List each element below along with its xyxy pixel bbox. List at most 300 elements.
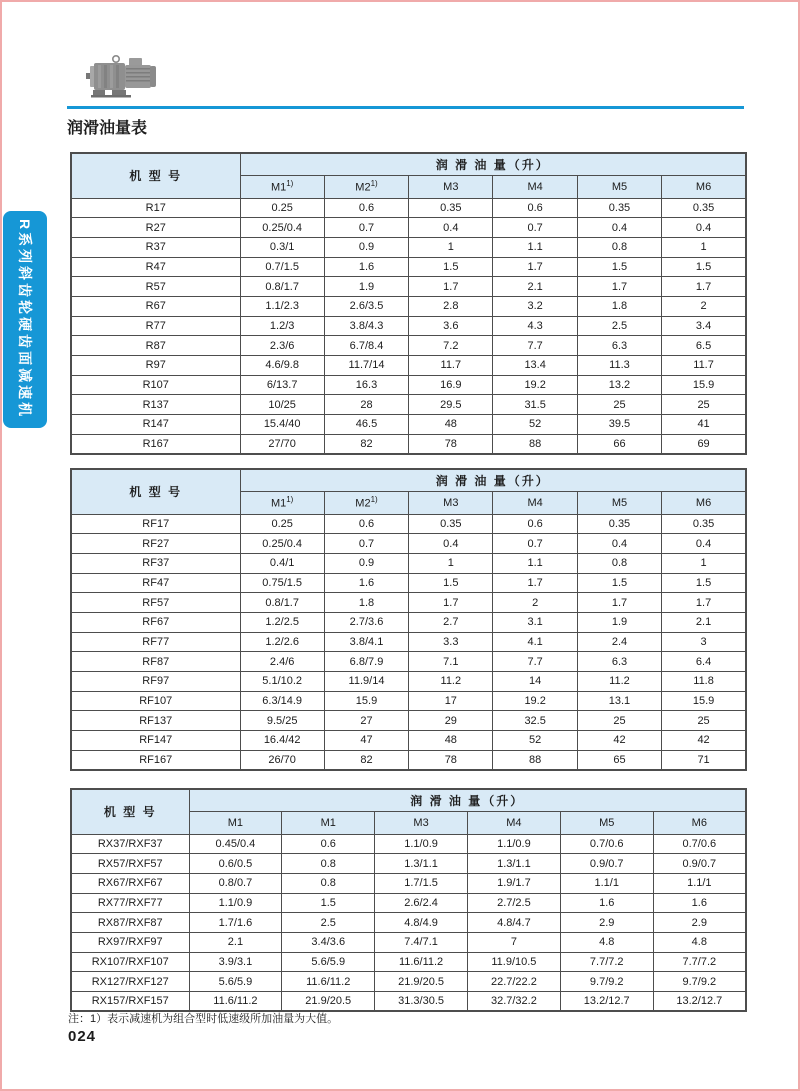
oil-quantity-cell: 6.4	[662, 652, 746, 672]
table-row	[71, 612, 746, 632]
table-row	[71, 932, 746, 952]
oil-quantity-cell: 2.7/3.6	[324, 612, 408, 632]
oil-quantity-cell: 25	[662, 395, 746, 415]
oil-quantity-cell: 2.1	[189, 932, 282, 952]
oil-quantity-cell: 21.9/20.5	[282, 992, 375, 1012]
table-row	[71, 277, 746, 297]
oil-quantity-cell: 19.2	[493, 691, 577, 711]
oil-quantity-cell: 9.5/25	[240, 711, 324, 731]
oil-quantity-cell: 6.8/7.9	[324, 652, 408, 672]
mount-position-header: M1$^{1)}$	[240, 491, 324, 514]
oil-quantity-cell: 1.9	[577, 612, 661, 632]
oil-quantity-cell: 1.1/0.9	[189, 893, 282, 913]
oil-quantity-cell: 3.4/3.6	[282, 932, 375, 952]
oil-quantity-cell: 1.2/2.5	[240, 612, 324, 632]
oil-quantity-cell: 25	[577, 395, 661, 415]
oil-quantity-cell: 11.7	[409, 356, 493, 376]
oil-quantity-cell: 1.6	[324, 257, 408, 277]
table-row	[71, 952, 746, 972]
oil-quantity-cell: 0.3/1	[240, 237, 324, 257]
oil-quantity-cell: 4.8	[560, 932, 653, 952]
footnote-marker: 1)	[370, 495, 378, 505]
oil-quantity-cell: 9.7/9.2	[560, 972, 653, 992]
table-row	[71, 854, 746, 874]
oil-quantity-cell: 3.2	[493, 296, 577, 316]
oil-quantity-cell: 0.6	[493, 198, 577, 218]
oil-quantity-cell: 1.9	[324, 277, 408, 297]
model-cell: R37	[71, 237, 240, 257]
oil-quantity-cell: 1.5	[282, 893, 375, 913]
oil-quantity-cell: 15.9	[662, 691, 746, 711]
oil-quantity-cell: 1.5	[662, 573, 746, 593]
oil-quantity-cell: 0.25/0.4	[240, 534, 324, 554]
model-cell: RX157/RXF157	[71, 992, 189, 1012]
table-row	[71, 593, 746, 613]
oil-quantity-cell: 13.2/12.7	[560, 992, 653, 1012]
oil-quantity-cell: 2.1	[662, 612, 746, 632]
oil-quantity-cell: 0.7	[324, 534, 408, 554]
oil-quantity-cell: 31.5	[493, 395, 577, 415]
mount-position-header: M4	[493, 175, 577, 198]
model-column-header: 机 型 号	[71, 153, 240, 198]
oil-quantity-cell: 27	[324, 711, 408, 731]
table-row	[71, 711, 746, 731]
oil-quantity-cell: 0.4	[409, 218, 493, 238]
oil-quantity-cell: 0.7/1.5	[240, 257, 324, 277]
oil-quantity-cell: 6.3/14.9	[240, 691, 324, 711]
oil-quantity-cell: 25	[662, 711, 746, 731]
oil-quantity-cell: 78	[409, 434, 493, 454]
mount-position-header: M5	[560, 811, 653, 834]
oil-quantity-cell: 4.6/9.8	[240, 356, 324, 376]
table-row	[71, 198, 746, 218]
r-series-oil-table	[70, 152, 747, 455]
oil-quantity-cell: 1.8	[324, 593, 408, 613]
oil-quantity-cell: 13.4	[493, 356, 577, 376]
oil-quantity-cell: 47	[324, 731, 408, 751]
model-cell: RF77	[71, 632, 240, 652]
model-cell: RF167	[71, 750, 240, 770]
oil-quantity-cell: 0.8/0.7	[189, 873, 282, 893]
model-cell: RF17	[71, 514, 240, 534]
oil-quantity-cell: 7	[467, 932, 560, 952]
oil-quantity-cell: 48	[409, 415, 493, 435]
model-cell: R27	[71, 218, 240, 238]
table-row	[71, 375, 746, 395]
oil-quantity-cell: 17	[409, 691, 493, 711]
model-cell: R77	[71, 316, 240, 336]
oil-quantity-cell: 0.8	[282, 873, 375, 893]
oil-quantity-cell: 0.7/0.6	[653, 834, 746, 854]
oil-quantity-cell: 0.9/0.7	[653, 854, 746, 874]
oil-quantity-cell: 1.5	[577, 257, 661, 277]
oil-quantity-cell: 0.9/0.7	[560, 854, 653, 874]
model-cell: R47	[71, 257, 240, 277]
oil-quantity-cell: 6.7/8.4	[324, 336, 408, 356]
oil-quantity-cell: 0.6	[324, 514, 408, 534]
oil-quantity-cell: 0.35	[409, 514, 493, 534]
model-cell: RX107/RXF107	[71, 952, 189, 972]
mount-position-header: M2$^{1)}$	[324, 175, 408, 198]
model-cell: RF87	[71, 652, 240, 672]
oil-quantity-cell: 1.7	[662, 593, 746, 613]
oil-quantity-cell: 11.2	[409, 672, 493, 692]
oil-quantity-cell: 0.4	[409, 534, 493, 554]
oil-quantity-cell: 1	[409, 553, 493, 573]
model-cell: R87	[71, 336, 240, 356]
table-row	[71, 415, 746, 435]
oil-quantity-cell: 11.6/11.2	[282, 972, 375, 992]
oil-quantity-cell: 31.3/30.5	[375, 992, 468, 1012]
mount-position-header: M3	[409, 491, 493, 514]
mount-position-header: M1$^{1)}$	[240, 175, 324, 198]
oil-quantity-cell: 19.2	[493, 375, 577, 395]
oil-quantity-cell: 1.7/1.5	[375, 873, 468, 893]
oil-quantity-cell: 7.7	[493, 336, 577, 356]
oil-quantity-cell: 2.7	[409, 612, 493, 632]
oil-quantity-cell: 27/70	[240, 434, 324, 454]
mount-position-header: M3	[409, 175, 493, 198]
oil-quantity-cell: 4.8	[653, 932, 746, 952]
oil-quantity-cell: 1.8	[577, 296, 661, 316]
model-cell: RX67/RXF67	[71, 873, 189, 893]
oil-quantity-cell: 52	[493, 731, 577, 751]
table-row	[71, 553, 746, 573]
oil-quantity-cell: 1.6	[653, 893, 746, 913]
rf-series-oil-table	[70, 468, 747, 771]
oil-quantity-cell: 1.5	[409, 257, 493, 277]
oil-quantity-cell: 2.4	[577, 632, 661, 652]
table-row	[71, 632, 746, 652]
oil-quantity-cell: 0.6	[282, 834, 375, 854]
oil-quantity-cell: 11.7/14	[324, 356, 408, 376]
oil-quantity-cell: 1.1	[493, 237, 577, 257]
oil-quantity-cell: 1.7	[493, 573, 577, 593]
oil-quantity-cell: 4.3	[493, 316, 577, 336]
oil-quantity-cell: 0.8	[577, 237, 661, 257]
table-row	[71, 992, 746, 1012]
oil-quantity-cell: 3	[662, 632, 746, 652]
model-cell: RF47	[71, 573, 240, 593]
oil-quantity-cell: 16.4/42	[240, 731, 324, 751]
oil-quantity-cell: 88	[493, 434, 577, 454]
oil-quantity-cell: 39.5	[577, 415, 661, 435]
oil-quantity-cell: 26/70	[240, 750, 324, 770]
oil-quantity-cell: 7.4/7.1	[375, 932, 468, 952]
table-row	[71, 672, 746, 692]
oil-quantity-cell: 6/13.7	[240, 375, 324, 395]
oil-quantity-cell: 0.4/1	[240, 553, 324, 573]
oil-quantity-cell: 1.1/0.9	[467, 834, 560, 854]
model-cell: R97	[71, 356, 240, 376]
model-cell: RX97/RXF97	[71, 932, 189, 952]
oil-quantity-cell: 71	[662, 750, 746, 770]
oil-quantity-cell: 0.8/1.7	[240, 277, 324, 297]
oil-quantity-cell: 25	[577, 711, 661, 731]
oil-quantity-cell: 88	[493, 750, 577, 770]
oil-quantity-cell: 11.6/11.2	[375, 952, 468, 972]
oil-quantity-cell: 66	[577, 434, 661, 454]
oil-quantity-cell: 28	[324, 395, 408, 415]
oil-quantity-group-header: 润 滑 油 量（升）	[240, 469, 746, 491]
page-number: 024	[68, 1028, 97, 1045]
oil-quantity-cell: 0.4	[577, 218, 661, 238]
model-cell: RF67	[71, 612, 240, 632]
oil-quantity-cell: 1.7	[662, 277, 746, 297]
oil-quantity-cell: 10/25	[240, 395, 324, 415]
rx-rxf-series-oil-table	[70, 788, 747, 1012]
oil-quantity-cell: 82	[324, 750, 408, 770]
oil-quantity-cell: 15.4/40	[240, 415, 324, 435]
model-cell: R137	[71, 395, 240, 415]
oil-quantity-cell: 0.8	[577, 553, 661, 573]
oil-quantity-cell: 0.75/1.5	[240, 573, 324, 593]
oil-quantity-cell: 1.5	[409, 573, 493, 593]
oil-quantity-cell: 15.9	[662, 375, 746, 395]
oil-quantity-cell: 41	[662, 415, 746, 435]
oil-quantity-cell: 7.2	[409, 336, 493, 356]
model-cell: RF37	[71, 553, 240, 573]
series-sidebar-tab	[3, 211, 47, 428]
oil-quantity-cell: 42	[577, 731, 661, 751]
oil-quantity-cell: 11.9/10.5	[467, 952, 560, 972]
oil-quantity-cell: 0.8/1.7	[240, 593, 324, 613]
oil-quantity-cell: 1.5	[577, 573, 661, 593]
oil-quantity-cell: 1.3/1.1	[467, 854, 560, 874]
oil-quantity-cell: 14	[493, 672, 577, 692]
oil-quantity-cell: 11.6/11.2	[189, 992, 282, 1012]
mount-position-header: M4	[493, 491, 577, 514]
oil-quantity-cell: 11.8	[662, 672, 746, 692]
model-cell: RF107	[71, 691, 240, 711]
table-row	[71, 316, 746, 336]
oil-quantity-cell: 2.9	[653, 913, 746, 933]
oil-quantity-cell: 1.7	[409, 593, 493, 613]
model-cell: R167	[71, 434, 240, 454]
table-row	[71, 873, 746, 893]
oil-quantity-cell: 13.2	[577, 375, 661, 395]
oil-quantity-cell: 0.9	[324, 553, 408, 573]
oil-quantity-cell: 1.6	[324, 573, 408, 593]
oil-quantity-group-header: 润 滑 油 量（升）	[240, 153, 746, 175]
oil-quantity-cell: 3.8/4.3	[324, 316, 408, 336]
model-cell: R17	[71, 198, 240, 218]
oil-quantity-cell: 69	[662, 434, 746, 454]
oil-quantity-cell: 1.1	[493, 553, 577, 573]
oil-quantity-cell: 1.3/1.1	[375, 854, 468, 874]
oil-quantity-cell: 2.6/3.5	[324, 296, 408, 316]
mount-position-header: M6	[653, 811, 746, 834]
oil-quantity-cell: 0.8	[282, 854, 375, 874]
footnote-marker: 1)	[286, 495, 294, 505]
oil-quantity-cell: 3.3	[409, 632, 493, 652]
oil-quantity-cell: 52	[493, 415, 577, 435]
footnote: 注：1）表示减速机为组合型时低速级所加油量为大值。	[68, 1013, 339, 1025]
oil-quantity-cell: 6.5	[662, 336, 746, 356]
model-cell: RF137	[71, 711, 240, 731]
oil-quantity-cell: 6.3	[577, 652, 661, 672]
oil-quantity-cell: 2.5	[282, 913, 375, 933]
oil-quantity-cell: 21.9/20.5	[375, 972, 468, 992]
table-row	[71, 356, 746, 376]
model-cell: RX127/RXF127	[71, 972, 189, 992]
oil-quantity-cell: 2.1	[493, 277, 577, 297]
table-row	[71, 395, 746, 415]
oil-quantity-cell: 3.8/4.1	[324, 632, 408, 652]
table-row	[71, 434, 746, 454]
table-row	[71, 972, 746, 992]
oil-quantity-cell: 1.7	[577, 593, 661, 613]
oil-quantity-cell: 65	[577, 750, 661, 770]
oil-quantity-cell: 3.6	[409, 316, 493, 336]
oil-quantity-cell: 1.2/2.6	[240, 632, 324, 652]
oil-quantity-cell: 2.5	[577, 316, 661, 336]
model-column-header: 机 型 号	[71, 469, 240, 514]
oil-quantity-cell: 7.1	[409, 652, 493, 672]
oil-quantity-cell: 1.6	[560, 893, 653, 913]
oil-quantity-cell: 0.7/0.6	[560, 834, 653, 854]
page-title: 润滑油量表	[67, 120, 148, 137]
oil-quantity-cell: 9.7/9.2	[653, 972, 746, 992]
model-cell: RX37/RXF37	[71, 834, 189, 854]
oil-quantity-cell: 0.4	[662, 534, 746, 554]
mount-position-header: M1	[189, 811, 282, 834]
oil-quantity-cell: 32.7/32.2	[467, 992, 560, 1012]
oil-quantity-cell: 48	[409, 731, 493, 751]
oil-quantity-cell: 1.5	[662, 257, 746, 277]
oil-quantity-cell: 11.3	[577, 356, 661, 376]
oil-quantity-cell: 29.5	[409, 395, 493, 415]
oil-quantity-cell: 1	[662, 237, 746, 257]
oil-quantity-cell: 5.1/10.2	[240, 672, 324, 692]
table-row	[71, 573, 746, 593]
oil-quantity-cell: 2.3/6	[240, 336, 324, 356]
table-row	[71, 237, 746, 257]
oil-quantity-cell: 11.9/14	[324, 672, 408, 692]
model-cell: R67	[71, 296, 240, 316]
oil-quantity-cell: 78	[409, 750, 493, 770]
oil-quantity-cell: 0.35	[662, 198, 746, 218]
mount-position-header: M1	[282, 811, 375, 834]
oil-quantity-cell: 1.2/3	[240, 316, 324, 336]
model-cell: R147	[71, 415, 240, 435]
oil-quantity-cell: 7.7/7.2	[653, 952, 746, 972]
oil-quantity-cell: 0.7	[493, 534, 577, 554]
model-cell: R57	[71, 277, 240, 297]
oil-quantity-cell: 1.9/1.7	[467, 873, 560, 893]
oil-quantity-cell: 0.35	[577, 198, 661, 218]
oil-quantity-cell: 32.5	[493, 711, 577, 731]
mount-position-header: M5	[577, 175, 661, 198]
model-column-header: 机 型 号	[71, 789, 189, 834]
oil-quantity-cell: 15.9	[324, 691, 408, 711]
oil-quantity-cell: 42	[662, 731, 746, 751]
table-row	[71, 534, 746, 554]
table-row	[71, 731, 746, 751]
oil-quantity-cell: 0.6/0.5	[189, 854, 282, 874]
oil-quantity-cell: 0.7	[493, 218, 577, 238]
mount-position-header: M5	[577, 491, 661, 514]
oil-quantity-cell: 22.7/22.2	[467, 972, 560, 992]
table-row	[71, 893, 746, 913]
oil-quantity-cell: 16.3	[324, 375, 408, 395]
oil-quantity-cell: 0.6	[493, 514, 577, 534]
table-row	[71, 336, 746, 356]
oil-quantity-cell: 2.6/2.4	[375, 893, 468, 913]
model-cell: RF97	[71, 672, 240, 692]
oil-quantity-cell: 0.45/0.4	[189, 834, 282, 854]
oil-quantity-cell: 5.6/5.9	[189, 972, 282, 992]
oil-quantity-cell: 4.1	[493, 632, 577, 652]
oil-quantity-cell: 1.1/2.3	[240, 296, 324, 316]
model-cell: RX87/RXF87	[71, 913, 189, 933]
oil-quantity-cell: 2	[493, 593, 577, 613]
mount-position-header: M2$^{1)}$	[324, 491, 408, 514]
mount-position-header: M4	[467, 811, 560, 834]
oil-quantity-cell: 16.9	[409, 375, 493, 395]
oil-quantity-cell: 2.8	[409, 296, 493, 316]
footnote-marker: 1)	[286, 179, 294, 189]
series-sidebar-label: R系列斜齿轮硬齿面减速机	[17, 219, 33, 420]
oil-quantity-cell: 5.6/5.9	[282, 952, 375, 972]
model-cell: RX57/RXF57	[71, 854, 189, 874]
oil-quantity-cell: 13.1	[577, 691, 661, 711]
gearmotor-illustration	[86, 52, 158, 100]
oil-quantity-cell: 0.35	[662, 514, 746, 534]
oil-quantity-cell: 4.8/4.7	[467, 913, 560, 933]
oil-quantity-cell: 46.5	[324, 415, 408, 435]
oil-quantity-cell: 2.4/6	[240, 652, 324, 672]
oil-quantity-cell: 1.1/0.9	[375, 834, 468, 854]
oil-quantity-cell: 7.7/7.2	[560, 952, 653, 972]
table-row	[71, 218, 746, 238]
oil-quantity-cell: 2	[662, 296, 746, 316]
oil-quantity-cell: 1.7	[409, 277, 493, 297]
oil-quantity-cell: 0.7	[324, 218, 408, 238]
header-divider-rule	[67, 106, 744, 109]
model-cell: RF27	[71, 534, 240, 554]
oil-quantity-cell: 3.9/3.1	[189, 952, 282, 972]
model-cell: R107	[71, 375, 240, 395]
gearmotor-photo	[86, 52, 158, 100]
oil-quantity-cell: 82	[324, 434, 408, 454]
oil-quantity-cell: 2.7/2.5	[467, 893, 560, 913]
oil-quantity-cell: 6.3	[577, 336, 661, 356]
footnote-marker: 1)	[370, 179, 378, 189]
table-row	[71, 913, 746, 933]
oil-quantity-cell: 1.7	[577, 277, 661, 297]
oil-quantity-cell: 13.2/12.7	[653, 992, 746, 1012]
oil-quantity-cell: 0.25	[240, 198, 324, 218]
oil-quantity-cell: 11.2	[577, 672, 661, 692]
table-row	[71, 257, 746, 277]
model-cell: RX77/RXF77	[71, 893, 189, 913]
oil-quantity-cell: 2.9	[560, 913, 653, 933]
mount-position-header: M3	[375, 811, 468, 834]
catalog-page	[2, 2, 798, 1089]
oil-quantity-cell: 0.4	[662, 218, 746, 238]
table-row	[71, 514, 746, 534]
mount-position-header: M6	[662, 491, 746, 514]
model-cell: RF57	[71, 593, 240, 613]
table-row	[71, 652, 746, 672]
oil-quantity-cell: 0.25	[240, 514, 324, 534]
oil-quantity-cell: 0.9	[324, 237, 408, 257]
model-cell: RF147	[71, 731, 240, 751]
oil-quantity-cell: 1	[662, 553, 746, 573]
table-row	[71, 834, 746, 854]
oil-quantity-cell: 1.7/1.6	[189, 913, 282, 933]
